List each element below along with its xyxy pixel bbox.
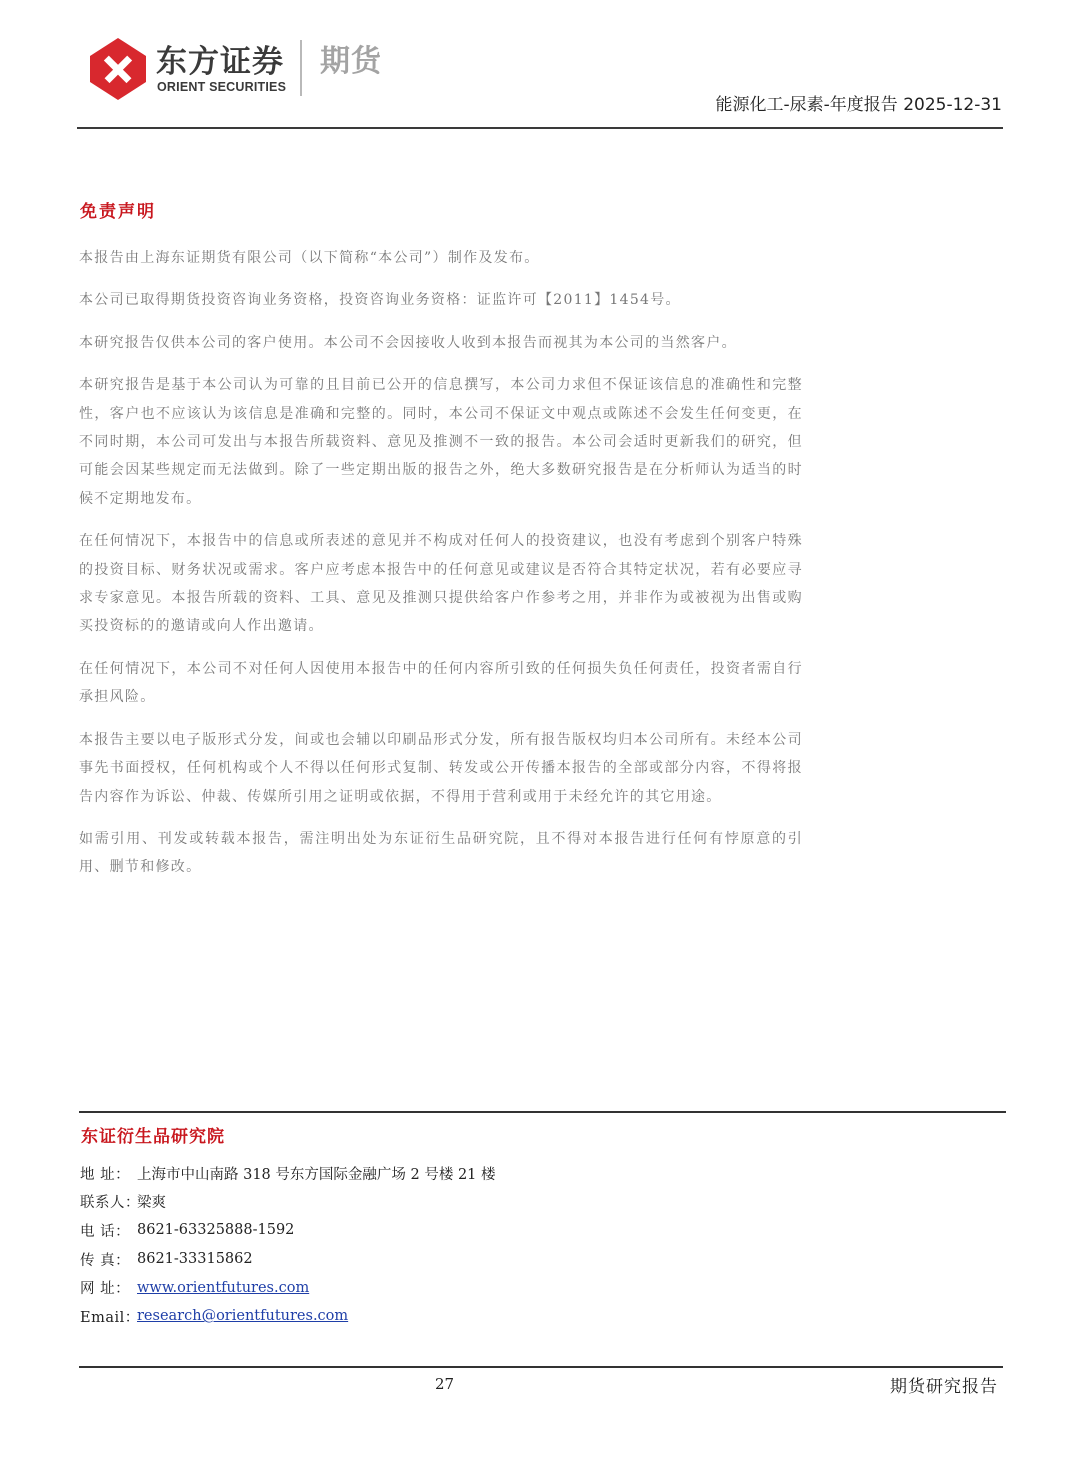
- disclaimer-paragraph: 本报告主要以电子版形式分发，间或也会辅以印刷品形式分发，所有报告版权均归本公司所有。未经本公司事先书面授权，任何机构或个人不得以任何形式复制、转发或公开传播本报告的全部或部分内容，不得将报告内容作为诉讼、仲裁、传媒所引用之证明或依据，不得用于营利或用于未经允许的其它用途。: [79, 731, 803, 805]
- disclaimer-paragraph: 在任何情况下，本报告中的信息或所表述的意见并不构成对任何人的投资建议，也没有考虑到个别客户特殊的投资目标、财务状况或需求。客户应考虑本报告中的任何意见或建议是否符合其特定状况，若有必要应寻求专家意见。本报告所载的资料、工具、意见及推测只提供给客户作参考之用，并非作为或被视为出售或购买投资标的的邀请或向人作出邀请。: [79, 533, 803, 635]
- disclaimer-paragraph: 本研究报告仅供本公司的客户使用。本公司不会因接收人收到本报告而视其为本公司的当然客户。: [79, 334, 737, 351]
- disclaimer-paragraph: 本公司已取得期货投资咨询业务资格，投资咨询业务资格：证监许可【2011】1454号。: [79, 292, 681, 309]
- contact-divider: [79, 1111, 1006, 1113]
- contact-row-phone: [80, 1216, 496, 1245]
- disclaimer-body: [79, 244, 803, 896]
- contact-row-person: [80, 1188, 496, 1217]
- contact-label: 联系人：: [80, 1195, 140, 1212]
- disclaimer-paragraph: 本研究报告是基于本公司认为可靠的且目前已公开的信息撰写，本公司力求但不保证该信息的准确性和完整性，客户也不应该认为该信息是准确和完整的。同时，本公司不保证文中观点或陈述不会发生任何变更，在不同时期，本公司可发出与本报告所载资料、意见及推测不一致的报告。本公司会适时更新我们的研究，但可能会因某些规定而无法做到。除了一些定期出版的报告之外，绝大多数研究报告是在分析师认为适当的时候不定期地发布。: [79, 377, 803, 507]
- disclaimer-paragraph: 本报告由上海东证期货有限公司（以下简称“本公司”）制作及发布。: [79, 250, 540, 266]
- address-value: 上海市中山南路 318 号东方国际金融广场 2 号楼 21 楼: [137, 1166, 496, 1183]
- disclaimer-paragraph: 在任何情况下，本公司不对任何人因使用本报告中的任何内容所引致的任何损失负任何责任，投资者需自行承担风险。: [79, 660, 803, 706]
- contact-label: Email：: [80, 1309, 140, 1326]
- contact-label: 地 址：: [80, 1166, 131, 1183]
- website-link[interactable]: www.orientfutures.com: [137, 1279, 310, 1296]
- brand-sub-futures: 期货: [320, 44, 382, 79]
- page-header: [0, 0, 1080, 130]
- email-link[interactable]: research@orientfutures.com: [137, 1308, 349, 1325]
- institute-name: 东证衍生品研究院: [81, 1127, 225, 1147]
- contact-person-value: 梁爽: [137, 1195, 166, 1212]
- report-title: 能源化工-尿素-年度报告 2025-12-31: [715, 95, 1002, 115]
- orient-securities-logo-icon: [90, 38, 146, 100]
- contact-row-website: [80, 1273, 496, 1302]
- footer-label: 期货研究报告: [890, 1377, 998, 1397]
- fax-value: 8621-33315862: [137, 1251, 253, 1268]
- brand-name-en: ORIENT SECURITIES: [157, 80, 287, 94]
- brand-name-cn: 东方证券: [156, 44, 284, 80]
- contact-row-address: [80, 1159, 496, 1188]
- logo-divider: [300, 40, 302, 96]
- header-divider: [77, 127, 1003, 129]
- disclaimer-paragraph: 如需引用、刊发或转载本报告，需注明出处为东证衍生品研究院，且不得对本报告进行任何有悖原意的引用、删节和修改。: [79, 830, 803, 876]
- contact-label: 电 话：: [80, 1223, 131, 1240]
- phone-value: 8621-63325888-1592: [137, 1222, 295, 1239]
- disclaimer-heading: 免责声明: [80, 202, 156, 222]
- footer-divider: [79, 1366, 1003, 1368]
- contact-row-fax: [80, 1245, 496, 1274]
- contact-row-email: [80, 1302, 496, 1331]
- contact-label: 网 址：: [80, 1281, 131, 1298]
- page-number: 27: [435, 1375, 455, 1393]
- contact-label: 传 真：: [80, 1252, 131, 1269]
- contact-list: [80, 1159, 496, 1331]
